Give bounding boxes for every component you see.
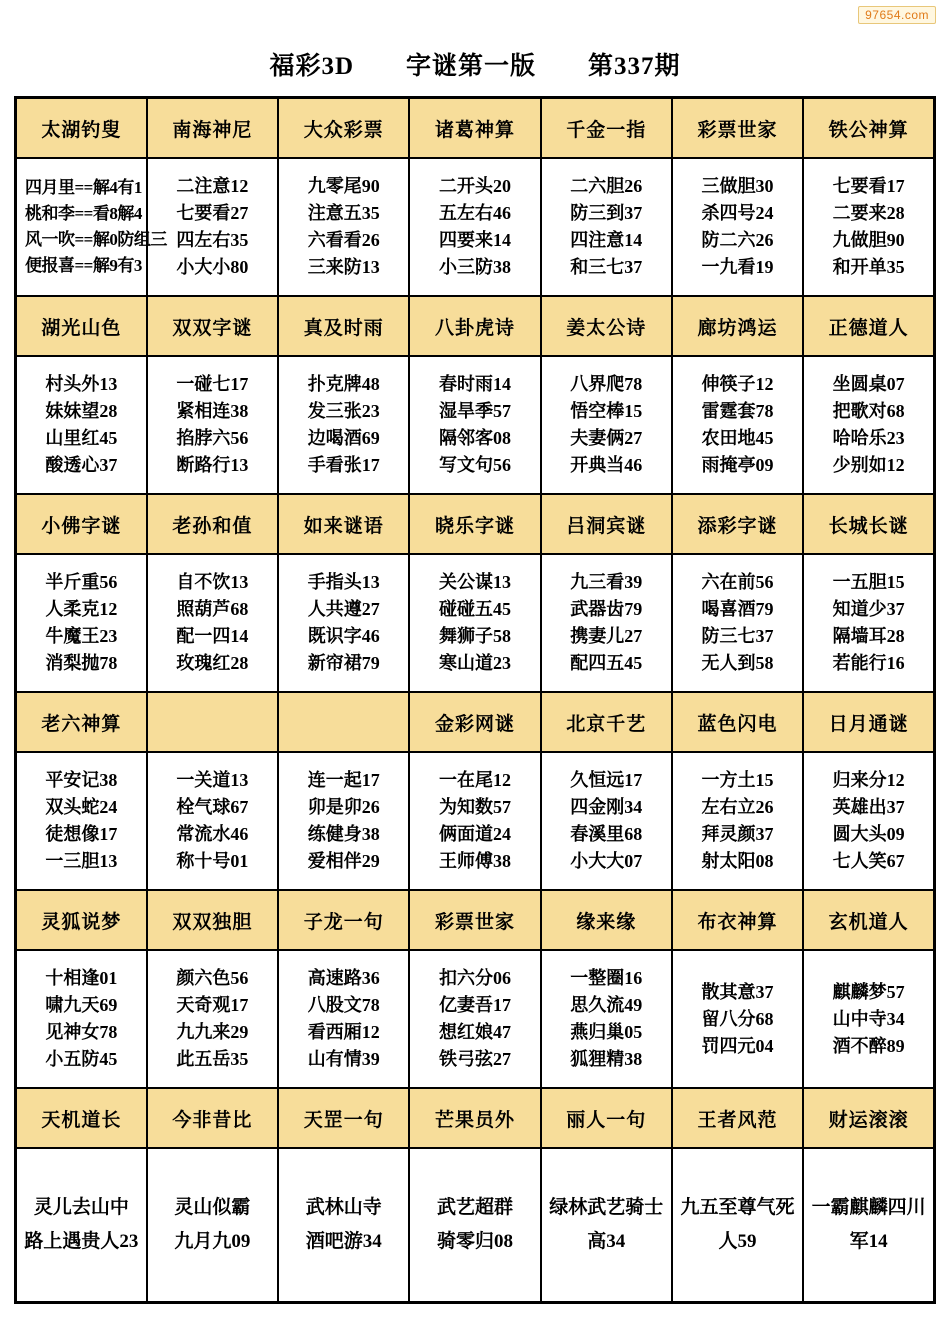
riddle-cell	[278, 158, 409, 296]
riddle-cell	[147, 752, 278, 890]
riddle-lines	[806, 1191, 931, 1259]
riddle-line: 八股文78	[307, 995, 380, 1015]
riddle-line: 一方土15	[701, 770, 774, 790]
riddle-line: 三来防13	[307, 257, 380, 277]
riddle-line: 八界爬78	[570, 374, 643, 394]
riddle-source-header: 添彩字谜	[672, 494, 803, 554]
riddle-cell	[409, 158, 540, 296]
riddle-line: 九月九09	[174, 1231, 251, 1252]
riddle-lines	[806, 979, 931, 1060]
riddle-cell	[672, 752, 803, 890]
riddle-lines	[19, 569, 144, 677]
riddle-line: 雨掩亭09	[701, 455, 774, 475]
riddle-line: 六看看26	[307, 230, 380, 250]
riddle-line: 妹妹望28	[45, 401, 118, 421]
riddle-line: 为知数57	[438, 797, 511, 817]
riddle-line: 紧相连38	[176, 401, 249, 421]
page-title	[0, 0, 950, 96]
riddle-source-header: 正德道人	[803, 296, 934, 356]
riddle-line: 高速路36	[307, 968, 380, 988]
riddle-line: 麒麟梦57	[832, 981, 905, 1002]
riddle-line: 防三七37	[701, 626, 774, 646]
riddle-source-header: 廊坊鸿运	[672, 296, 803, 356]
riddle-line: 坐圆桌07	[832, 374, 905, 394]
riddle-cell	[803, 356, 934, 494]
riddle-lines	[806, 767, 931, 875]
riddle-line: 哈哈乐23	[832, 428, 905, 448]
riddle-source-header: 财运滚滚	[803, 1088, 934, 1148]
riddle-lines	[544, 767, 669, 875]
riddle-source-header: 天机道长	[16, 1088, 147, 1148]
riddle-line: 武林山寺	[305, 1197, 382, 1218]
riddle-line: 七人笑67	[832, 851, 905, 871]
riddle-line: 左右立26	[701, 797, 774, 817]
riddle-line: 和三七37	[570, 257, 643, 277]
riddle-line: 写文句56	[438, 455, 511, 475]
riddle-lines	[281, 1191, 406, 1259]
riddle-line: 十相逢01	[45, 968, 118, 988]
riddle-line: 碰碰五45	[438, 599, 511, 619]
riddle-line: 照葫芦68	[176, 599, 249, 619]
riddle-lines	[150, 1191, 275, 1259]
riddle-line: 想红娘47	[438, 1022, 511, 1042]
riddle-source-header: 玄机道人	[803, 890, 934, 950]
riddle-line: 拜灵颜37	[701, 824, 774, 844]
band-body-row	[16, 1148, 935, 1303]
riddle-line: 六在前56	[701, 572, 774, 592]
riddle-line: 防三到37	[570, 203, 643, 223]
riddle-line: 九零尾90	[307, 176, 380, 196]
riddle-line: 绿林武艺骑士	[549, 1197, 664, 1218]
riddle-line: 掐脖六56	[176, 428, 249, 448]
riddle-lines	[544, 173, 669, 281]
riddle-line: 二注意12	[176, 176, 249, 196]
riddle-line: 悟空棒15	[570, 401, 643, 421]
riddle-line: 断路行13	[176, 455, 249, 475]
riddle-lines	[544, 569, 669, 677]
riddle-line: 手看张17	[307, 455, 380, 475]
riddle-line: 湿旱季57	[438, 401, 511, 421]
riddle-source-header: 蓝色闪电	[672, 692, 803, 752]
riddle-line: 练健身38	[307, 824, 380, 844]
riddle-lines	[544, 965, 669, 1073]
riddle-line: 农田地45	[701, 428, 774, 448]
riddle-line: 村头外13	[45, 374, 118, 394]
riddle-line: 铁弓弦27	[438, 1049, 511, 1069]
riddle-line: 携妻儿27	[570, 626, 643, 646]
riddle-cell	[16, 356, 147, 494]
riddle-line: 边喝酒69	[307, 428, 380, 448]
riddle-line: 军14	[849, 1231, 888, 1252]
band-body-row	[16, 752, 935, 890]
riddle-cell	[409, 554, 540, 692]
riddle-lines	[281, 569, 406, 677]
riddle-line: 配四五45	[570, 653, 643, 673]
riddle-source-header: 缘来缘	[541, 890, 672, 950]
band-header-row	[16, 1088, 935, 1148]
riddle-source-header: 晓乐字谜	[409, 494, 540, 554]
riddle-line: 一整圈16	[570, 968, 643, 988]
riddle-line: 灵儿去山中	[33, 1197, 129, 1218]
riddle-source-header: 老六神算	[16, 692, 147, 752]
riddle-line: 见神女78	[45, 1022, 118, 1042]
riddle-line: 二开头20	[438, 176, 511, 196]
band-body-row	[16, 158, 935, 296]
riddle-source-header: 长城长谜	[803, 494, 934, 554]
riddle-line: 风一吹==解0防组三	[25, 230, 167, 249]
riddle-cell	[147, 158, 278, 296]
riddle-lines	[19, 1191, 144, 1259]
riddle-line: 九五至尊气死	[680, 1197, 795, 1218]
title-part-edition: 字谜第一版	[406, 53, 537, 80]
riddle-lines	[281, 173, 406, 281]
riddle-source-header: 吕洞宾谜	[541, 494, 672, 554]
riddle-line: 四左右35	[176, 230, 249, 250]
riddle-cell	[672, 356, 803, 494]
riddle-line: 春溪里68	[570, 824, 643, 844]
riddle-line: 人59	[718, 1231, 757, 1252]
riddle-line: 防二六26	[701, 230, 774, 250]
riddle-line: 山有情39	[307, 1049, 380, 1069]
riddle-lines	[150, 173, 275, 281]
riddle-line: 武器齿79	[570, 599, 643, 619]
riddle-line: 伸筷子12	[701, 374, 774, 394]
riddle-source-header: 千金一指	[541, 98, 672, 159]
riddle-lines	[806, 569, 931, 677]
band-header-row	[16, 890, 935, 950]
riddle-line: 无人到58	[701, 653, 774, 673]
riddle-cell	[147, 950, 278, 1088]
riddle-line: 酒不醉89	[832, 1035, 905, 1056]
riddle-source-header: 八卦虎诗	[409, 296, 540, 356]
riddle-line: 常流水46	[176, 824, 249, 844]
riddle-line: 春时雨14	[438, 374, 511, 394]
riddle-line: 牛魔王23	[45, 626, 118, 646]
riddle-source-header	[278, 692, 409, 752]
riddle-line: 和开单35	[832, 257, 905, 277]
riddle-line: 隔邻客08	[438, 428, 511, 448]
riddle-lines	[412, 173, 537, 281]
riddle-source-header: 湖光山色	[16, 296, 147, 356]
riddle-line: 五左右46	[438, 203, 511, 223]
riddle-cell	[672, 1148, 803, 1303]
riddle-line: 射太阳08	[701, 851, 774, 871]
riddle-cell	[278, 554, 409, 692]
riddle-cell	[803, 1148, 934, 1303]
riddle-line: 徒想像17	[45, 824, 118, 844]
riddle-cell	[16, 950, 147, 1088]
riddle-line: 骑零归08	[436, 1231, 513, 1252]
riddle-lines	[412, 371, 537, 479]
riddle-source-header: 双双独胆	[147, 890, 278, 950]
riddle-line: 配一四14	[176, 626, 249, 646]
riddle-line: 平安记38	[45, 770, 118, 790]
riddle-lines	[19, 767, 144, 875]
site-watermark: 97654.com	[858, 6, 936, 24]
riddle-line: 久恒远17	[570, 770, 643, 790]
riddle-line: 舞狮子58	[438, 626, 511, 646]
riddle-line: 人共遵27	[307, 599, 380, 619]
riddle-line: 四金刚34	[570, 797, 643, 817]
riddle-line: 夫妻俩27	[570, 428, 643, 448]
riddle-lines	[675, 569, 800, 677]
riddle-lines	[544, 1191, 669, 1259]
riddle-line: 若能行16	[832, 653, 905, 673]
riddle-line: 七要看27	[176, 203, 249, 223]
riddle-cell	[803, 950, 934, 1088]
riddle-lines	[19, 371, 144, 479]
riddle-line: 扑克牌48	[307, 374, 380, 394]
riddle-source-header: 北京千艺	[541, 692, 672, 752]
riddle-cell	[541, 1148, 672, 1303]
riddle-source-header: 子龙一句	[278, 890, 409, 950]
riddle-source-header: 丽人一句	[541, 1088, 672, 1148]
riddle-line: 卯是卯26	[307, 797, 380, 817]
riddle-cell	[16, 554, 147, 692]
riddle-lines	[806, 173, 931, 281]
riddle-lines	[675, 371, 800, 479]
riddle-line: 半斤重56	[45, 572, 118, 592]
riddle-cell	[672, 950, 803, 1088]
riddle-line: 看西厢12	[307, 1022, 380, 1042]
riddle-line: 三做胆30	[701, 176, 774, 196]
riddle-line: 栓气球67	[176, 797, 249, 817]
riddle-lines	[675, 1191, 800, 1259]
riddle-lines	[150, 767, 275, 875]
riddle-line: 思久流49	[570, 995, 643, 1015]
riddle-cell	[672, 554, 803, 692]
riddle-line: 少别如12	[832, 455, 905, 475]
riddle-source-header: 太湖钓叟	[16, 98, 147, 159]
riddle-lines	[806, 371, 931, 479]
riddle-line: 关公谋13	[438, 572, 511, 592]
riddle-cell	[147, 1148, 278, 1303]
riddle-source-header: 芒果员外	[409, 1088, 540, 1148]
riddle-source-header: 老孙和值	[147, 494, 278, 554]
riddle-line: 人柔克12	[45, 599, 118, 619]
riddle-lines	[281, 371, 406, 479]
riddle-source-header: 天罡一句	[278, 1088, 409, 1148]
riddle-cell	[541, 752, 672, 890]
riddle-cell	[541, 554, 672, 692]
riddle-line: 便报喜==解9有3	[25, 256, 142, 275]
riddle-line: 注意五35	[307, 203, 380, 223]
riddle-line: 发三张23	[307, 401, 380, 421]
riddle-source-header: 灵狐说梦	[16, 890, 147, 950]
riddle-line: 此五岳35	[176, 1049, 249, 1069]
riddle-line: 小三防38	[438, 257, 511, 277]
riddle-lines	[281, 767, 406, 875]
riddle-line: 一九看19	[701, 257, 774, 277]
riddle-cell	[803, 554, 934, 692]
riddle-lines	[675, 173, 800, 281]
riddle-line: 杀四号24	[701, 203, 774, 223]
riddle-line: 小大小80	[176, 257, 249, 277]
riddle-line: 既识字46	[307, 626, 380, 646]
riddle-line: 小五防45	[45, 1049, 118, 1069]
riddle-lines	[412, 569, 537, 677]
riddle-line: 二六胆26	[570, 176, 643, 196]
riddle-cell	[147, 554, 278, 692]
riddle-line: 亿妻吾17	[438, 995, 511, 1015]
riddle-source-header: 双双字谜	[147, 296, 278, 356]
band-body-row	[16, 356, 935, 494]
riddle-line: 四注意14	[570, 230, 643, 250]
riddle-line: 雷霆套78	[701, 401, 774, 421]
riddle-cell	[16, 1148, 147, 1303]
riddle-source-header: 南海神尼	[147, 98, 278, 159]
riddle-line: 俩面道24	[438, 824, 511, 844]
riddle-line: 高34	[587, 1231, 626, 1252]
riddle-cell	[16, 158, 167, 296]
riddle-line: 隔墙耳28	[832, 626, 905, 646]
riddle-cell	[147, 356, 278, 494]
riddle-line: 王师傅38	[438, 851, 511, 871]
riddle-line: 新帘裙79	[307, 653, 380, 673]
riddle-line: 七要看17	[832, 176, 905, 196]
riddle-lines	[544, 371, 669, 479]
riddle-line: 称十号01	[176, 851, 249, 871]
riddle-lines	[675, 767, 800, 875]
riddle-source-header: 诸葛神算	[409, 98, 540, 159]
riddle-line: 圆大头09	[832, 824, 905, 844]
riddle-source-header: 彩票世家	[672, 98, 803, 159]
band-body-row	[16, 554, 935, 692]
riddle-line: 散其意37	[701, 981, 774, 1002]
riddle-line: 双头蛇24	[45, 797, 118, 817]
riddle-line: 把歌对68	[832, 401, 905, 421]
band-header-row	[16, 98, 935, 159]
riddle-line: 酒吧游34	[305, 1231, 382, 1252]
riddle-lines	[150, 371, 275, 479]
title-part-lottery: 福彩3D	[269, 53, 355, 80]
riddle-line: 归来分12	[832, 770, 905, 790]
riddle-line: 九九来29	[176, 1022, 249, 1042]
riddle-source-header	[147, 692, 278, 752]
riddle-line: 知道少37	[832, 599, 905, 619]
riddle-line: 开典当46	[570, 455, 643, 475]
riddle-source-header: 布衣神算	[672, 890, 803, 950]
riddle-line: 灵山似霸	[174, 1197, 251, 1218]
band-header-row	[16, 692, 935, 752]
riddle-line: 一三胆13	[45, 851, 118, 871]
riddle-cell	[541, 950, 672, 1088]
riddle-line: 英雄出37	[832, 797, 905, 817]
riddle-source-header: 王者风范	[672, 1088, 803, 1148]
riddle-cell	[409, 356, 540, 494]
riddle-cell	[278, 950, 409, 1088]
riddle-line: 天奇观17	[176, 995, 249, 1015]
riddle-line: 消梨抛78	[45, 653, 118, 673]
riddle-lines	[281, 965, 406, 1073]
riddle-line: 一霸麒麟四川	[811, 1197, 926, 1218]
riddle-source-header: 今非昔比	[147, 1088, 278, 1148]
riddle-source-header: 如来谜语	[278, 494, 409, 554]
riddle-line: 啸九天69	[45, 995, 118, 1015]
riddle-line: 一五胆15	[832, 572, 905, 592]
riddle-line: 酸透心37	[45, 455, 118, 475]
band-body-row	[16, 950, 935, 1088]
riddle-cell	[16, 752, 147, 890]
riddle-cell	[278, 1148, 409, 1303]
riddle-line: 九做胆90	[832, 230, 905, 250]
riddle-cell	[803, 158, 934, 296]
riddle-line: 寒山道23	[438, 653, 511, 673]
riddle-lines	[19, 965, 144, 1073]
riddle-line: 一碰七17	[176, 374, 249, 394]
riddle-source-header: 日月通谜	[803, 692, 934, 752]
riddle-line: 自不饮13	[176, 572, 249, 592]
riddle-line: 四月里==解4有1	[25, 178, 142, 197]
riddle-line: 连一起17	[307, 770, 380, 790]
riddle-cell	[672, 158, 803, 296]
riddle-line: 颜六色56	[176, 968, 249, 988]
riddle-line: 桃和李==看8解4	[25, 204, 142, 223]
riddle-line: 路上遇贵人23	[24, 1231, 139, 1252]
riddle-lines	[19, 175, 167, 279]
riddle-source-header: 真及时雨	[278, 296, 409, 356]
riddle-source-header: 小佛字谜	[16, 494, 147, 554]
riddle-cell	[278, 752, 409, 890]
riddle-line: 罚四元04	[701, 1035, 774, 1056]
riddle-lines	[412, 767, 537, 875]
riddle-source-header: 大众彩票	[278, 98, 409, 159]
riddle-line: 燕归巢05	[570, 1022, 643, 1042]
riddle-lines	[150, 569, 275, 677]
riddle-source-header: 铁公神算	[803, 98, 934, 159]
riddle-source-header: 姜太公诗	[541, 296, 672, 356]
riddle-line: 手指头13	[307, 572, 380, 592]
riddle-lines	[675, 979, 800, 1060]
riddle-line: 爱相伴29	[307, 851, 380, 871]
band-header-row	[16, 494, 935, 554]
riddle-line: 武艺超群	[436, 1197, 513, 1218]
riddle-line: 山中寺34	[832, 1008, 905, 1029]
riddle-cell	[541, 356, 672, 494]
riddle-source-header: 彩票世家	[409, 890, 540, 950]
riddle-line: 二要来28	[832, 203, 905, 223]
riddle-lines	[412, 1191, 537, 1259]
riddle-line: 扣六分06	[438, 968, 511, 988]
riddle-grid	[14, 96, 936, 1304]
riddle-line: 小大大07	[570, 851, 643, 871]
riddle-cell	[803, 752, 934, 890]
riddle-line: 玫瑰红28	[176, 653, 249, 673]
riddle-cell	[541, 158, 672, 296]
riddle-cell	[409, 752, 540, 890]
riddle-line: 留八分68	[701, 1008, 774, 1029]
riddle-line: 四要来14	[438, 230, 511, 250]
riddle-line: 一在尾12	[438, 770, 511, 790]
riddle-lines	[412, 965, 537, 1073]
riddle-cell	[278, 356, 409, 494]
riddle-line: 狐狸精38	[570, 1049, 643, 1069]
riddle-line: 喝喜酒79	[701, 599, 774, 619]
riddle-line: 一关道13	[176, 770, 249, 790]
riddle-lines	[150, 965, 275, 1073]
title-part-issue: 第337期	[588, 53, 681, 80]
riddle-line: 九三看39	[570, 572, 643, 592]
riddle-source-header: 金彩网谜	[409, 692, 540, 752]
riddle-line: 山里红45	[45, 428, 118, 448]
riddle-cell	[409, 950, 540, 1088]
band-header-row	[16, 296, 935, 356]
riddle-cell	[409, 1148, 540, 1303]
